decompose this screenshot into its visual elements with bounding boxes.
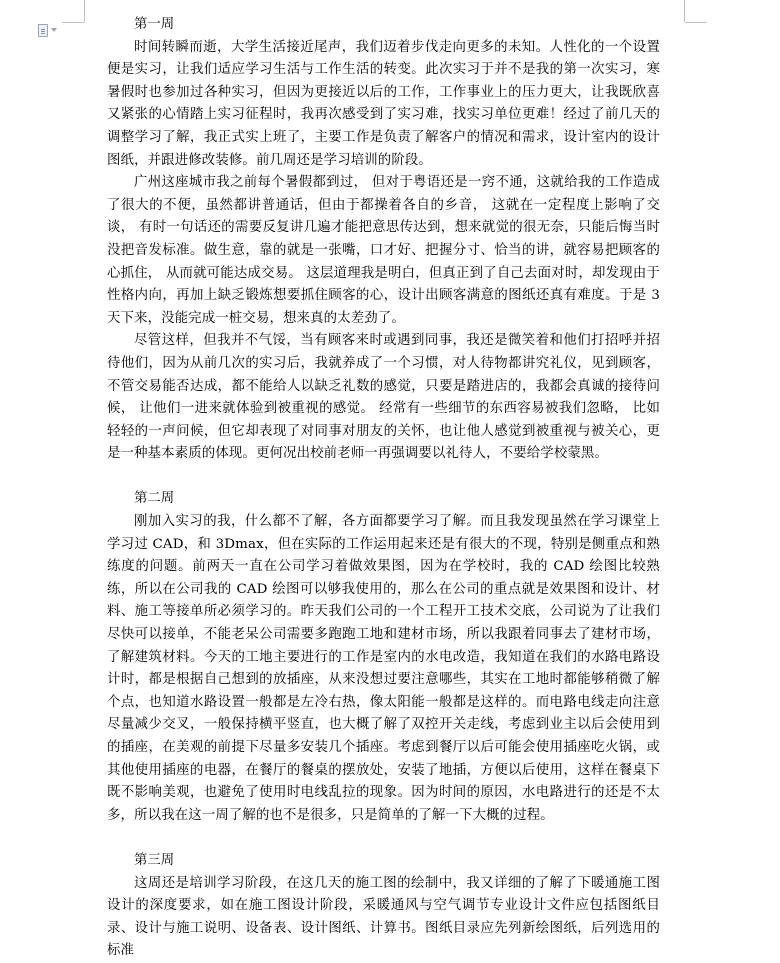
document-page[interactable] — [107, 14, 660, 963]
chevron-down-icon — [51, 28, 57, 32]
document-icon — [38, 24, 48, 37]
paragraph: 广州这座城市我之前每个暑假都到过， 但对于粤语还是一窍不通，这就给我的工作造成了很大的不便，虽然都讲普通话，但由于都操着各自的乡音， 这就在一定程度上影响了交谈， 有时一句话还的需要反复讲几遍才能把意思传达到，想来就觉的很无奈，只能后悔当时没把音发标准。做生意，靠的就是一张嘴，口才好、把握分寸、恰当的讲，就容易把顾客的心抓住， 从而就可能达成交易。 这层道理我是明白，但真正到了自己去面对时，却发现由于性格内向，再加上缺乏锻炼想要抓住顾客的心，设计出顾客满意的图纸还真有难度。于是 3 天下来，没能完成一桩交易，想来真的太差劲了。 — [107, 175, 660, 326]
section-heading: 第三周 — [134, 852, 175, 868]
section-week-2 — [107, 488, 660, 827]
paragraph: 这周还是培训学习阶段，在这几天的施工图的绘制中，我又详细的了解了下暖通施工图设计的深度要求，如在施工图设计阶段，采暖通风与空气调节专业设计文件应包括图纸目录、设计与施工说明、设备表、设计图纸、计算书。图纸目录应先列新绘图纸，后列选用的标准 — [107, 875, 660, 959]
section-heading: 第二周 — [134, 491, 175, 507]
crop-mark-top-right-vertical — [684, 0, 685, 22]
paragraph: 刚加入实习的我，什么都不了解，各方面都要学习了解。而且我发现虽然在学习课堂上学习过 CAD，和 3Dmax，但在实际的工作运用起来还是有很大的不现，特别是侧重点和熟练度的问题。前两天一直在公司学习着做效果图，因为在学校时，我的 CAD 绘图比较熟练，所以在公司我的 CAD 绘图可以够我使用的，那么在公司的重点就是效果图和设计、材料、施工等接单所必须学习的。昨天我们公司的一个工程开工技术交底，公司说为了让我们尽快可以接单，不能老呆公司需要多跑跑工地和建材市场，所以我跟着同事去了建材市场，了解建筑材料。今天的工地主要进行的工作是室内的水电改造，我知道在我们的水路电路设计时，都是根据自己想到的放插座，从来没想过要注意哪些，其实在工地时都能够稍微了解个点，也知道水路设置一般都是左冷右热，像太阳能一般都是这样的。而电路电线走向注意尽量减少交叉，一般保持横平竖直，也大概了解了双控开关走线，考虑到业主以后会使用到的插座，在美观的前提下尽量多安装几个插座。考虑到餐厅以后可能会使用插座吃火锅，或其他使用插座的电器，在餐厅的餐桌的摆放处，安装了地插，方便以后使用，这样在餐桌下既不影响美观，也避免了使用时电线乱拉的现象。因为时间的原因，水电路进行的还是不太多，所以我在这一周了解的也不是很多，只是简单的了解一下大概的过程。 — [107, 514, 660, 823]
crop-mark-top-left-horizontal — [62, 22, 84, 23]
paragraph: 尽管这样，但我并不气馁，当有顾客来时或遇到同事，我还是微笑着和他们打招呼并招待他们，因为从前几次的实习后，我就养成了一个习惯，对人待物都讲究礼仪，见到顾客，不管交易能否达成，都不能给人以缺乏礼数的感觉，只要是踏进店的，我都会真诚的接待问候， 让他们一进来就体验到被重视的感觉。 经常有一些细节的东西容易被我们忽略， 比如轻轻的一声问候，但它却表现了对同事对朋友的关怀，也让他人感觉到被重视与被关心，更是一种基本素质的体现。更何况出校前老师一再强调要以礼待人，不要给学校蒙黑。 — [107, 333, 660, 462]
section-heading: 第一周 — [134, 17, 175, 32]
paragraph: 时间转瞬而逝，大学生活接近尾声，我们迈着步伐走向更多的未知。人性化的一个设置便是实习，让我们适应学习生活与工作生活的转变。此次实习于并不是我的第一次实习，寒暑假时也参加过各种实习，但因为更接近以后的工作，工作事业上的压力更大，让我既欣喜又紧张的心情踏上实习征程时，我再次感受到了实习难，找实习单位更难！经过了前几天的调整学习了解，我正式实上班了，主要工作是负责了解客户的情况和需求，设计室内的设计图纸，并跟进修改装修。前几周还是学习培训的阶段。 — [107, 39, 660, 168]
document-menu-icon[interactable] — [38, 22, 68, 38]
crop-mark-top-left-vertical — [84, 0, 85, 22]
section-week-3 — [107, 850, 660, 963]
crop-mark-top-right-horizontal — [685, 22, 707, 23]
section-week-1 — [107, 14, 660, 466]
blank-line — [107, 827, 660, 850]
blank-line — [107, 466, 660, 489]
